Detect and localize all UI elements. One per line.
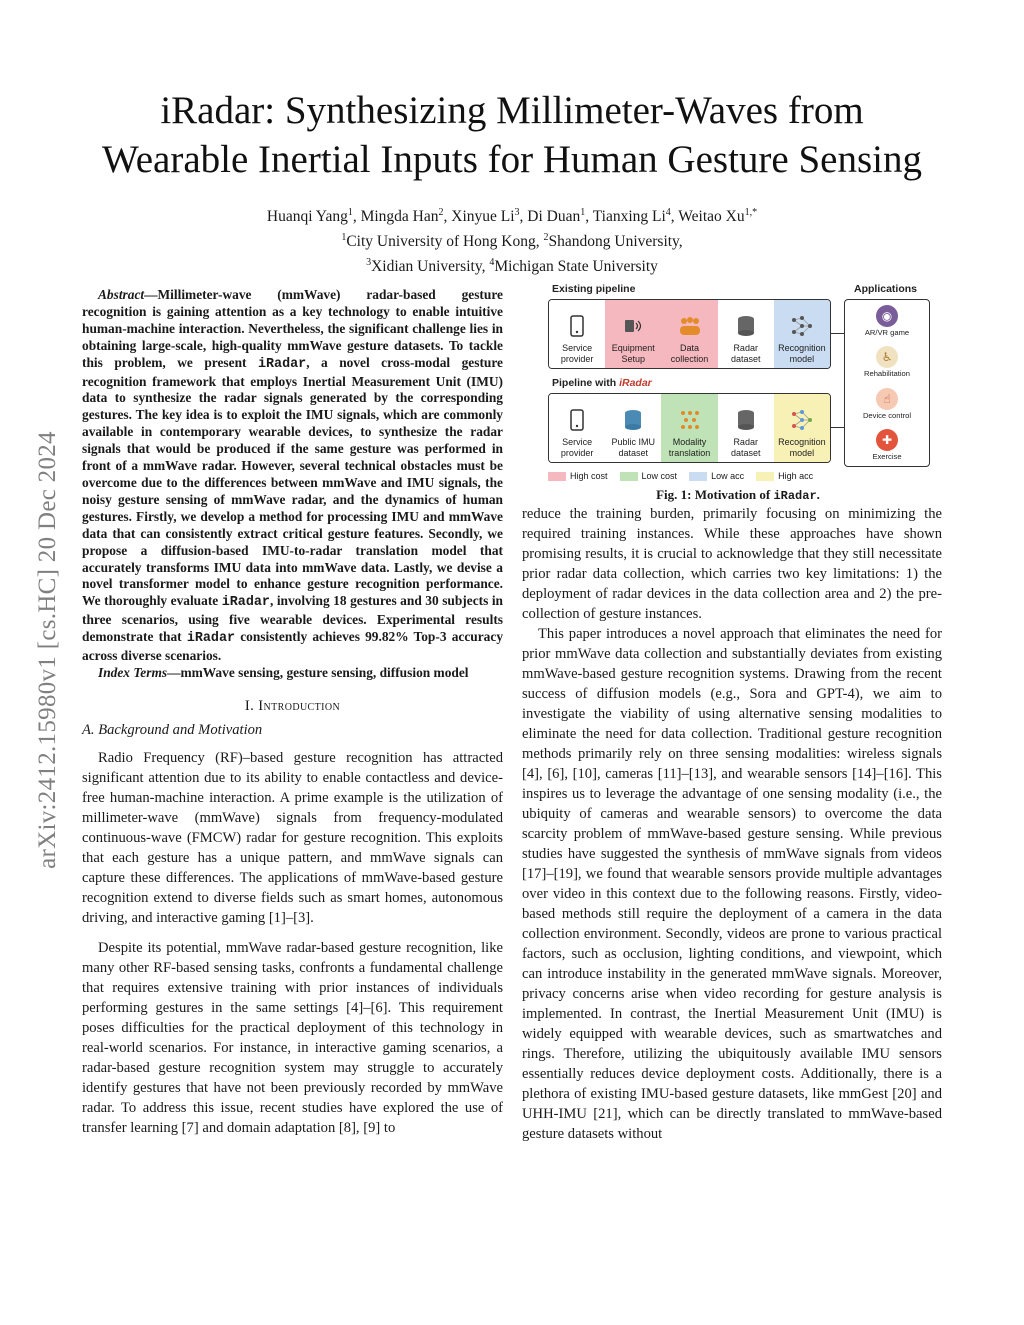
system-name: iRadar (221, 595, 270, 611)
pipeline-stage (605, 300, 661, 368)
stage-label: Data collection (670, 343, 709, 364)
existing-pipeline (548, 299, 831, 369)
network-icon (789, 313, 815, 339)
abstract-text: —Millimeter-wave (mmWave) radar-based gesture recognition is gaining attention as a key technology to enable intuitive human-machine interaction. Nevertheless, the significant challenge lies in obtaining large-scale, high-quality mmWave gesture datasets. To tackle this problem, we present (82, 287, 503, 370)
diffusion-icon (677, 407, 703, 433)
figure-caption (548, 487, 928, 503)
author-name: Huanqi Yang (266, 208, 348, 226)
intro-paragraph-1: Radio Frequency (RF)–based gesture recognition has attracted significant attention due to its ability to enable contactless and device-free human-machine interaction. A prime example is the utilization of millimeter-wave (mmWave) signals from frequency-modulated continuous-wave (FMCW) radar for gesture recognition. This exploits that each gesture has a unique pattern, and mmWave signals can capture these differences. The applications of mmWave-based gesture recognition extend to diverse fields such as smart homes, autonomous driving, and interactive gaming [1]–[3]. (82, 749, 503, 926)
section-title: Introduction (258, 697, 341, 714)
author-name: Mingda Han (360, 208, 439, 226)
legend-item (689, 471, 744, 481)
author-affiliation-mark: 1,* (744, 207, 758, 218)
phone-icon (564, 407, 590, 433)
application-label: Rehabilitation (863, 369, 910, 379)
pipeline-stage (718, 300, 774, 368)
author-name: Di Duan (527, 208, 581, 226)
right-paragraph-2: This paper introduces a novel approach that eliminates the need for prior mmWave data collection and substantially deviates from existing mmWave-based gesture recognition systems. Drawing from the recent success of diffusion models (e.g., Sora and GPT-4), we aim to investigate the viability of using alternative sensing modalities to eliminate the need for data collection. Traditional gesture recognition methods primarily rely on three sensing modalities: wireless signals [4], [6], [10], cameras [11]–[13], and wearable sensors [14]–[16]. This inspires us to leverage the advantage of one sensing modality (i.e., the ubiquity of cameras and wearable sensors) to overcome the data scarcity problem of mmWave-based gesture sensing. While previous studies have suggested the synthesis of mmWave signals from videos [17]–[19], we found that wearable sensors provide multiple advantages over video in this context due to the following reasons. Firstly, video-based methods still require the deployment of a camera in the data collection environment. Secondly, videos are prone to various practical factors, such as occlusion, lighting conditions, and viewpoint, which can introduce instability in the generated mmWave signals. Moreover, privacy concerns arise when video recording for gesture analysis is implemented. In contrast, the Inertial Measurement Unit (IMU) is widely equipped with wearable devices, such as smartwatches and rings. Therefore, utilizing the ubiquitously available IMU sensors essentially reduces device deployment costs. Additionally, there is a plethora of existing IMU-based gesture datasets, like mmGest [20] and UHH-IMU [21], which can be directly translated to mmWave-based gesture datasets without (522, 626, 942, 1142)
arrow-to-applications (830, 333, 844, 334)
existing-pipeline-label: Existing pipeline (552, 283, 636, 295)
right-column (522, 504, 942, 1144)
application-item (872, 429, 901, 461)
legend-swatch (756, 472, 774, 481)
stage-label: Service provider (560, 437, 594, 458)
affiliation-mark: 1 (341, 232, 347, 244)
arrow-to-applications (830, 427, 844, 428)
abstract-text: , a novel cross-modal gesture recognition framework that employs Inertial Measurement Unit (IMU) data to synthesize the radar signals generated by the corresponding gestures. The key idea is to exploit the IMU signals, which are commonly available in contemporary wearable devices, to synthesize the radar signals that would be produced if the same gesture was performed in front of a mmWave radar. However, several technical obstacles must be overcome due to the differences between mmWave and IMU signals, the noisy gesture sensing of mmWave radar, and the dynamics of human gestures. Firstly, we develop a method for processing IMU and mmWave data that can consistently extract critical gesture features. Secondly, we propose a diffusion-based IMU-to-radar translation model that accurately transforms IMU data into mmWave data. Lastly, we devise a novel transformer model to enhance gesture recognition performance. We thoroughly evaluate (82, 354, 503, 609)
pipeline-stage (661, 394, 717, 462)
database-icon (620, 407, 646, 433)
author-affiliation-mark: 2 (438, 207, 444, 218)
pipeline-stage (549, 394, 605, 462)
paper-title (60, 86, 964, 184)
affiliation-mark: 3 (366, 257, 372, 269)
author-affiliation-mark: 4 (665, 207, 671, 218)
system-name: iRadar (186, 631, 236, 647)
exercise-icon: ✚ (876, 429, 898, 451)
pipeline-stage (718, 394, 774, 462)
system-name: iRadar (257, 356, 307, 372)
legend-item (756, 471, 813, 481)
legend-label: Low acc (711, 471, 745, 481)
stage-label: Modality translation (668, 437, 711, 458)
affiliation: City University of Hong Kong, (346, 233, 540, 251)
database-icon (733, 313, 759, 339)
author-affiliation-mark: 1 (580, 207, 586, 218)
stage-label: Public IMU dataset (611, 437, 656, 458)
affiliation-line-2 (100, 252, 924, 277)
author-block (100, 202, 924, 277)
applications-label: Applications (854, 283, 918, 295)
stage-label: Radar dataset (730, 437, 761, 458)
people-icon (677, 313, 703, 339)
title-line-1: iRadar: Synthesizing Millimeter-Waves from (160, 89, 864, 132)
affiliation: Michigan State University (494, 258, 658, 276)
subsection-heading: A. Background and Motivation (82, 721, 263, 738)
abstract-text: , involving 18 gestures and 30 subjects in three scenarios, using five wearable devices. Experimental results demonstrate that (82, 593, 503, 645)
stage-label: Service provider (560, 343, 594, 364)
application-item (865, 305, 909, 337)
arxiv-sidebar (30, 340, 66, 960)
author-list: Huanqi Yang$^1$, Mingda Han$^2$, Xinyue Li$^3$, Di Duan$^1$, Tianxing Li$^4$, Weitao $Xu^{1,*}$ (266, 207, 758, 226)
database-icon (733, 407, 759, 433)
radar-device-icon (620, 313, 646, 339)
intro-paragraph-2: Despite its potential, mmWave radar-based gesture recognition, like many other RF-based sensing tasks, confronts a fundamental challenge that requires extensive training with prior instances of individuals performing gestures in the same settings [4]–[6]. This requirement poses difficulties for the practical deployment of this technology in real-world scenarios. For instance, in interactive gaming scenarios, a radar-based gesture recognition system may struggle to accurately identify gestures that have not been previously recorded by mmWave radar. To address this issue, recent studies have explored the use of transfer learning [7] and domain adaptation [8], [9] to (82, 939, 503, 1136)
left-column (82, 287, 503, 1138)
stage-label: Recognition model (778, 437, 826, 458)
author-name: Tianxing Li (592, 208, 666, 226)
application-item (864, 346, 910, 378)
caption-system-name: iRadar (773, 489, 817, 503)
application-label: Device control (862, 410, 912, 420)
affiliation-mark: 4 (489, 257, 495, 269)
caption-text: . (816, 487, 820, 502)
pipeline-stage (549, 300, 605, 368)
iradar-name: iRadar (619, 377, 652, 389)
pipeline-stage (774, 300, 830, 368)
arxiv-id: arXiv:2412.15980v1 [cs.HC] 20 Dec 2024 (34, 431, 61, 869)
author-affiliation-mark: 3 (514, 207, 520, 218)
stage-label: Recognition model (778, 343, 826, 364)
title-line-2: Wearable Inertial Inputs for Human Gesture Sensing (102, 138, 922, 181)
legend-item (620, 471, 678, 481)
affiliation-line-1 (100, 227, 924, 252)
author-affiliation-mark: 1 (347, 207, 353, 218)
legend-swatch (548, 472, 566, 481)
legend-swatch (689, 472, 707, 481)
figure-legend (548, 471, 848, 481)
abstract (82, 287, 503, 665)
right-paragraph-1: reduce the training burden, primarily focusing on minimizing the required training instances. While these approaches have shown promising results, it is crucial to acknowledge that they still necessitate prior radar data collection, which carries two key limitations: 1) the deployment of radar devices in the data collection area and 2) the pre-collection of gesture instances. (522, 506, 942, 622)
legend-item (548, 471, 608, 481)
device-control-icon: ☝ (876, 388, 898, 410)
pipeline-stage (661, 300, 717, 368)
iradar-pipeline-label: Pipeline with iRadar (552, 377, 652, 389)
legend-swatch (620, 472, 638, 481)
applications-panel (844, 299, 930, 467)
section-number: I. (244, 697, 259, 714)
phone-icon (564, 313, 590, 339)
vr-headset-icon: ◉ (876, 305, 898, 327)
figure-1 (548, 283, 928, 503)
affiliation: Xidian University, (371, 258, 486, 276)
caption-text: Fig. 1: Motivation of (656, 487, 774, 502)
section-heading (82, 696, 503, 716)
index-terms-label: Index Terms (98, 664, 168, 680)
stage-label: Equipment Setup (611, 343, 655, 364)
application-label: AR/VR game (864, 327, 910, 337)
application-label: Exercise (872, 452, 902, 462)
abstract-text: consistently achieves 99.82% Top-3 accuracy across diverse scenarios. (82, 629, 504, 664)
index-terms (82, 665, 503, 682)
legend-label: Low cost (641, 471, 678, 481)
iradar-pipeline (548, 393, 831, 463)
index-terms-text: —mmWave sensing, gesture sensing, diffusion model (167, 664, 469, 680)
affiliation-mark: 2 (543, 232, 549, 244)
legend-label: High cost (570, 471, 608, 481)
rehabilitation-icon: ♿ (876, 346, 898, 368)
legend-label: High acc (778, 471, 814, 481)
abstract-label: Abstract (98, 287, 145, 302)
pipeline-stage (774, 394, 830, 462)
author-name: Weitao Xu (678, 208, 745, 226)
network-icon (789, 407, 815, 433)
affiliation: Shandong University, (548, 233, 683, 251)
pipeline-stage (605, 394, 661, 462)
stage-label: Radar dataset (730, 343, 761, 364)
application-item (863, 388, 911, 420)
author-name: Xinyue Li (451, 208, 515, 226)
